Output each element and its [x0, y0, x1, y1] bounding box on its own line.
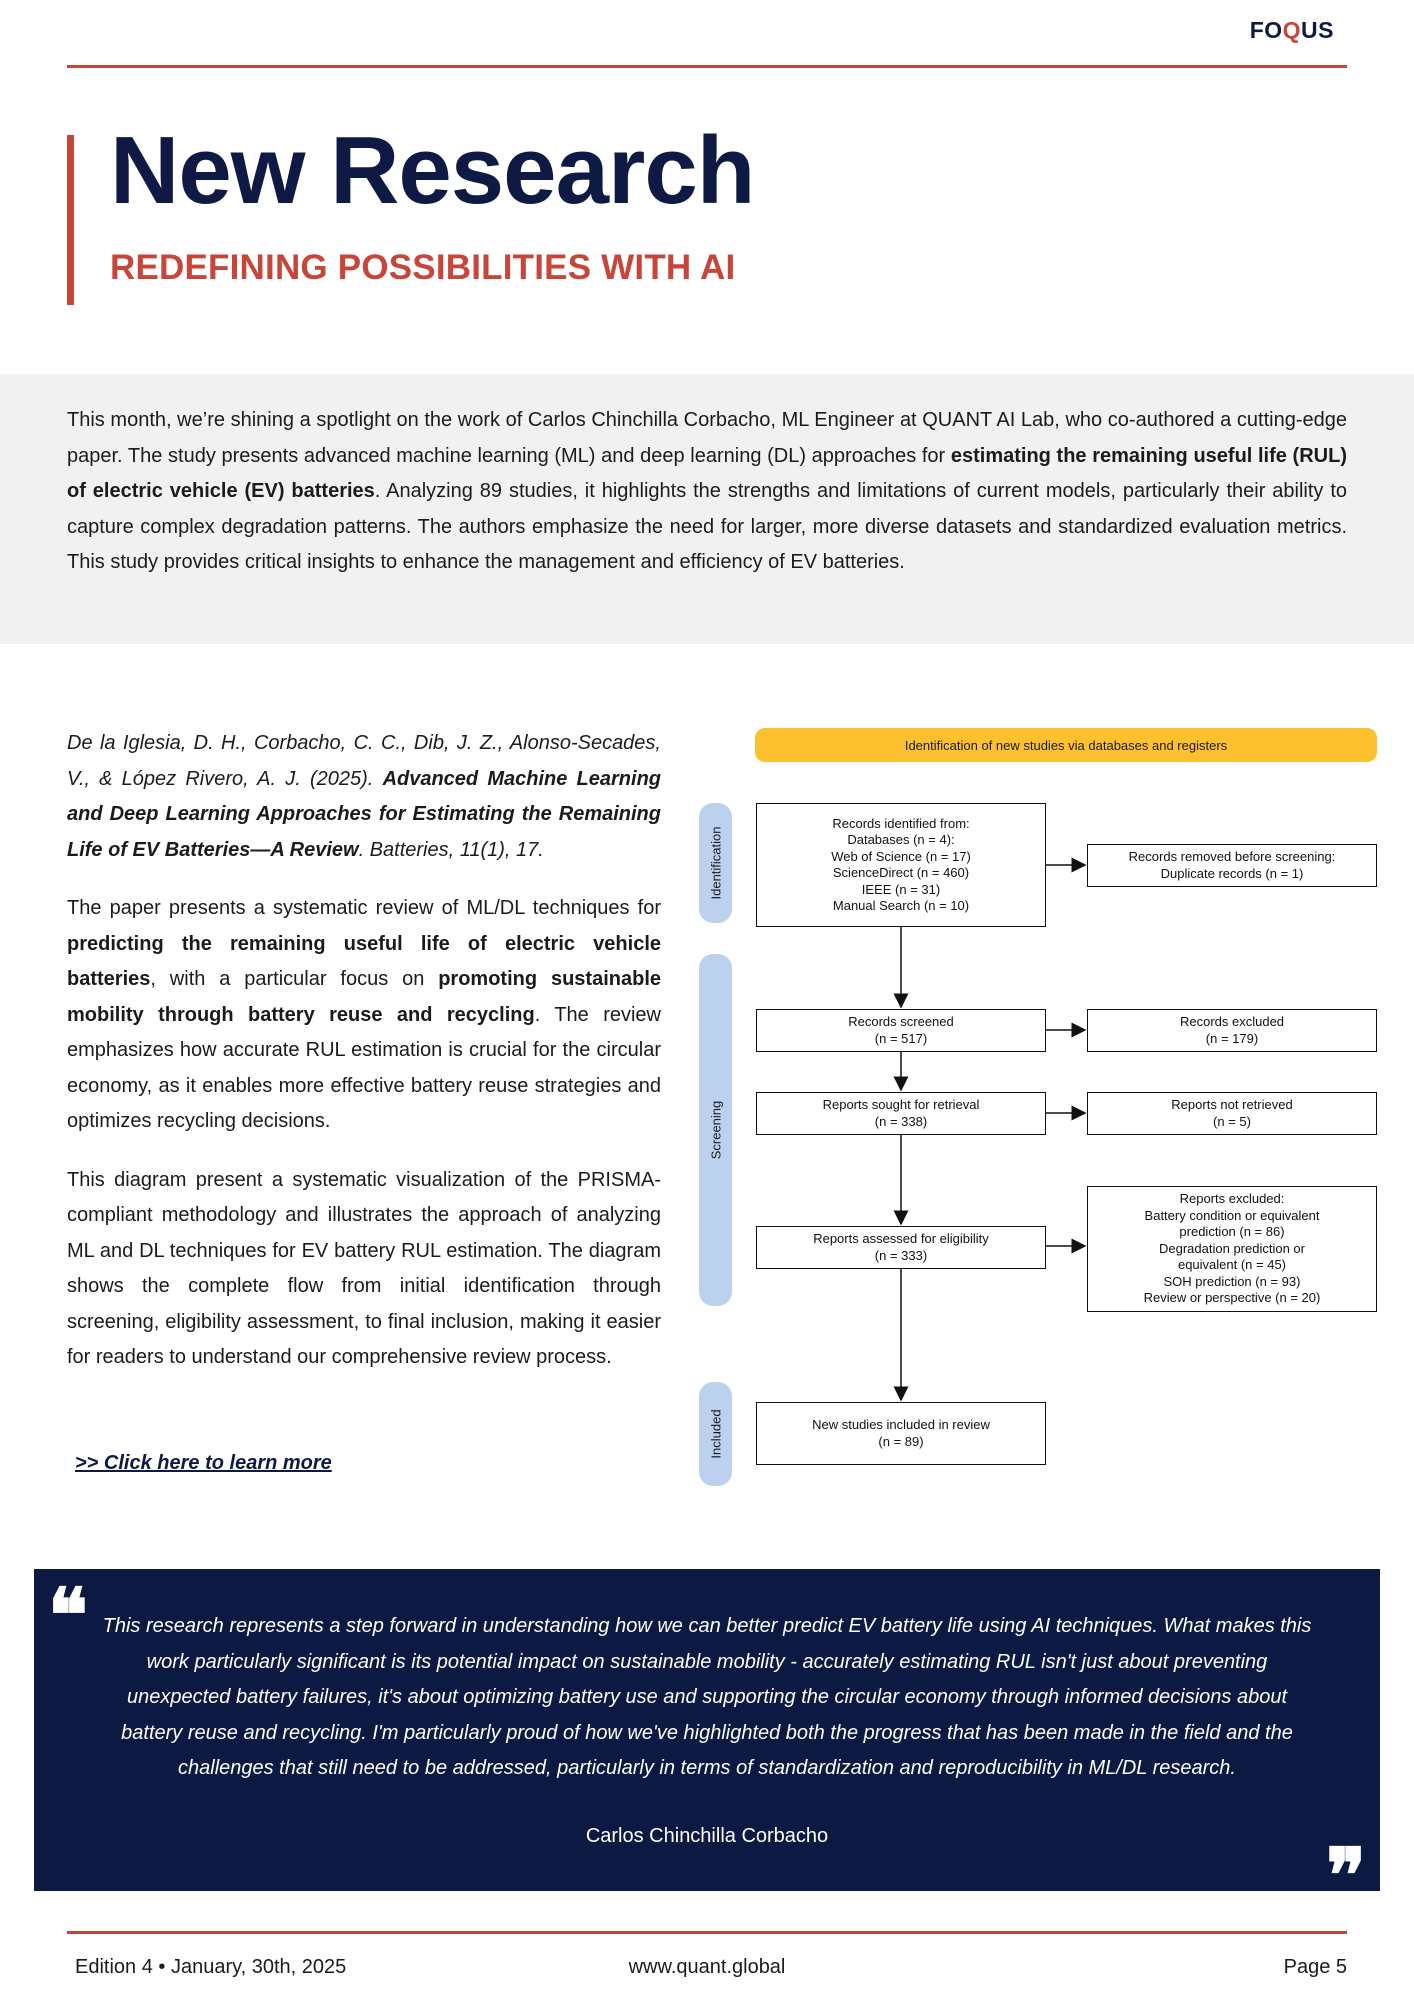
- citation-authors: De la Iglesia, D. H., Corbacho, C. C., Dib, J. Z., Alonso-Secades, V., & López Rivero, A. J. (2025).: [67, 732, 661, 790]
- box-records-identified: Records identified from: Databases (n = 4): Web of Science (n = 17) ScienceDirect (n = 460) IEEE (n = 31) Manual Search (n = 10): [756, 803, 1046, 927]
- box-records-screened: Records screened (n = 517): [756, 1009, 1046, 1052]
- box-studies-included: New studies included in review (n = 89): [756, 1402, 1046, 1465]
- p1-text-2: , with a particular focus on: [150, 968, 439, 990]
- p1-highlight-1: predicting the remaining useful life of electric vehicle batteries: [67, 932, 661, 990]
- footer-website[interactable]: www.quant.global: [628, 1956, 786, 1978]
- box-reports-not-retrieved: Reports not retrieved (n = 5): [1087, 1092, 1377, 1135]
- phase-identification-label: Identification: [708, 826, 723, 900]
- quote-text: This research represents a step forward in understanding how we can better predict EV battery life using AI techniques. What makes this work particularly significant is its potential impact on sustainable mobility - accurately estimating RUL isn't just about preventing unexpected battery failures, it's about optimizing battery use and supporting the circular economy through informed decisions about battery reuse and recycling. I'm particularly proud of how we've highlighted both the progress that has been made in the field and the challenges that still need to be addressed, particularly in terms of standardization and reproducibility in ML/DL research.: [102, 1615, 1312, 1779]
- close-quote-icon: ❞: [1326, 1833, 1366, 1919]
- box-reports-assessed: Reports assessed for eligibility (n = 333): [756, 1226, 1046, 1269]
- box-reports-sought: Reports sought for retrieval (n = 338): [756, 1092, 1046, 1135]
- p1-text-3: . The review emphasizes how accurate RUL estimation is crucial for the circular economy, as it enables more effective battery reuse strategies and optimizes recycling decisions.: [67, 1003, 661, 1132]
- page-title: New Research: [110, 117, 755, 224]
- footer-divider: [67, 1931, 1347, 1934]
- intro-highlight: estimating the remaining useful life (RUL) of electric vehicle (EV) batteries: [67, 444, 1347, 502]
- logo-text-start: FO: [1249, 17, 1283, 43]
- p1-text-1: The paper presents a systematic review of ML/DL techniques for: [67, 897, 661, 919]
- footer-edition: Edition 4 • January, 30th, 2025: [75, 1956, 347, 1978]
- quote-section: [34, 1569, 1380, 1919]
- prisma-banner: Identification of new studies via databases and registers: [755, 728, 1377, 762]
- quote-author: Carlos Chinchilla Corbacho: [585, 1825, 829, 1847]
- intro-text-1: This month, we’re shining a spotlight on the work of Carlos Chinchilla Corbacho, ML Engineer at QUANT AI Lab, who co-authored a cutting-edge paper. The study presents advanced machine learning (ML) and deep learning (DL) approaches for: [67, 409, 1347, 467]
- intro-text-2: . Analyzing 89 studies, it highlights the strengths and limitations of current models, particularly their ability to capture complex degradation patterns. The authors emphasize the need for larger, more diverse datasets and standardized evaluation metrics. This study provides critical insights to enhance the management and efficiency of EV batteries.: [67, 480, 1347, 573]
- open-quote-icon: ❝: [48, 1573, 88, 1659]
- footer-page-number: Page 5: [1283, 1956, 1347, 1978]
- box-records-removed: Records removed before screening: Duplicate records (n = 1): [1087, 844, 1377, 887]
- box-reports-excluded: Reports excluded: Battery condition or equivalent prediction (n = 86) Degradation prediction or equivalent (n = 45) SOH prediction (n = 93) Review or perspective (n = 20): [1087, 1186, 1377, 1312]
- body-paragraph-2: This diagram present a systematic visualization of the PRISMA-compliant methodology and illustrates the approach of analyzing ML and DL techniques for EV battery RUL estimation. The diagram shows the complete flow from initial identification through screening, eligibility assessment, to final inclusion, making it easier for readers to understand our comprehensive review process.: [67, 1168, 661, 1368]
- p1-highlight-2: promoting sustainable mobility through battery reuse and recycling: [67, 968, 662, 1026]
- citation-journal: . Batteries, 11(1), 17.: [358, 838, 544, 861]
- page-subtitle: REDEFINING POSSIBILITIES WITH AI: [110, 248, 736, 287]
- learn-more-link[interactable]: >> Click here to learn more: [75, 1452, 332, 1474]
- logo-q-mark: Q: [1282, 17, 1302, 43]
- logo-text-end: US: [1301, 17, 1334, 43]
- phase-included-label: Included: [708, 1409, 723, 1459]
- citation-paper-title: Advanced Machine Learning and Deep Learning Approaches for Estimating the Remaining Life of EV Batteries—A Review: [67, 767, 661, 861]
- phase-screening-label: Screening: [708, 1100, 723, 1160]
- box-records-excluded: Records excluded (n = 179): [1087, 1009, 1377, 1052]
